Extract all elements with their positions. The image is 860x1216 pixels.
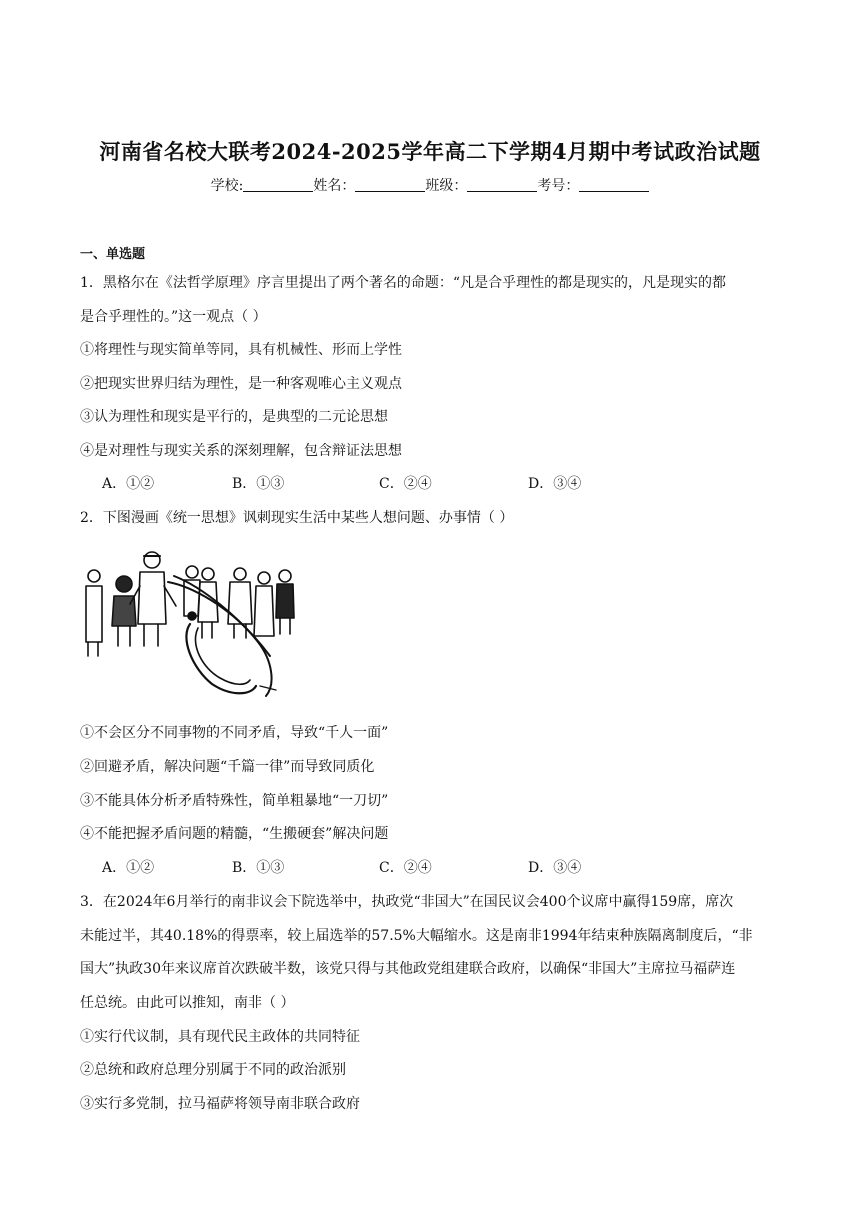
- question-3-stem-line-2: 未能过半，其40.18%的得票率，较上届选举的57.5%大幅缩水。这是南非1994年结束种族隔离制度后，“非: [80, 928, 753, 944]
- school-blank[interactable]: [243, 177, 313, 192]
- exam-no-label: 考号：: [537, 178, 580, 194]
- question-1-stem-line-1: 1．黑格尔在《法哲学原理》序言里提出了两个著名的命题：“凡是合乎理性的都是现实的，凡是现实的都: [80, 275, 727, 291]
- question-2-item-1: ①不会区分不同事物的不同矛盾，导致“千人一面”: [80, 725, 389, 741]
- question-1-item-3: ③认为理性和现实是平行的，是典型的二元论思想: [80, 409, 388, 425]
- cartoon-image: [80, 546, 300, 704]
- exam-no-blank[interactable]: [579, 177, 649, 192]
- question-1-item-1: ①将理性与现实简单等同，具有机械性、形而上学性: [80, 342, 402, 358]
- question-1-item-2: ②把现实世界归结为理性，是一种客观唯心主义观点: [80, 376, 402, 392]
- question-1-option-b[interactable]: B．①③: [232, 476, 285, 492]
- question-3-item-1: ①实行代议制，具有现代民主政体的共同特征: [80, 1029, 360, 1045]
- name-blank[interactable]: [355, 177, 425, 192]
- name-label: 姓名：: [313, 178, 356, 194]
- question-3-stem-line-3: 国大”执政30年来议席首次跌破半数，该党只得与其他政党组建联合政府，以确保“非国大”主席拉马福萨连: [80, 961, 736, 977]
- class-blank[interactable]: [467, 177, 537, 192]
- school-label: 学校:: [210, 178, 244, 194]
- question-1-option-c[interactable]: C．②④: [379, 476, 432, 492]
- question-1-option-a[interactable]: A．①②: [102, 476, 155, 492]
- question-1-stem-line-2: 是合乎理性的。”这一观点（ ）: [80, 309, 267, 325]
- question-2-item-3: ③不能具体分析矛盾特殊性，简单粗暴地“一刀切”: [80, 793, 389, 809]
- question-2-item-2: ②回避矛盾，解决问题“千篇一律”而导致同质化: [80, 759, 375, 775]
- question-3-item-3: ③实行多党制，拉马福萨将领导南非联合政府: [80, 1096, 360, 1112]
- question-2-stem-line-1: 2．下图漫画《统一思想》讽刺现实生活中某些人想问题、办事情（ ）: [80, 510, 514, 526]
- question-3-stem-line-4: 任总统。由此可以推知，南非（ ）: [80, 995, 295, 1011]
- question-1-item-4: ④是对理性与现实关系的深刻理解，包含辩证法思想: [80, 443, 402, 459]
- section-title: 一、单选题: [80, 247, 146, 262]
- question-2-option-c[interactable]: C．②④: [379, 860, 432, 876]
- question-2-option-d[interactable]: D．③④: [528, 860, 582, 876]
- question-3-stem-line-1: 3．在2024年6月举行的南非议会下院选举中，执政党“非国大”在国民议会400个议席中赢得159席，席次: [80, 894, 734, 910]
- page-title: 河南省名校大联考2024-2025学年高二下学期4月期中考试政治试题: [99, 139, 761, 164]
- class-label: 班级：: [425, 178, 468, 194]
- question-2-item-4: ④不能把握矛盾问题的精髓，“生搬硬套”解决问题: [80, 826, 389, 842]
- question-3-item-2: ②总统和政府总理分别属于不同的政治派别: [80, 1062, 346, 1078]
- student-info-line: [0, 175, 860, 195]
- question-2-option-b[interactable]: B．①③: [232, 860, 285, 876]
- question-2-option-a[interactable]: A．①②: [102, 860, 155, 876]
- question-1-option-d[interactable]: D．③④: [528, 476, 582, 492]
